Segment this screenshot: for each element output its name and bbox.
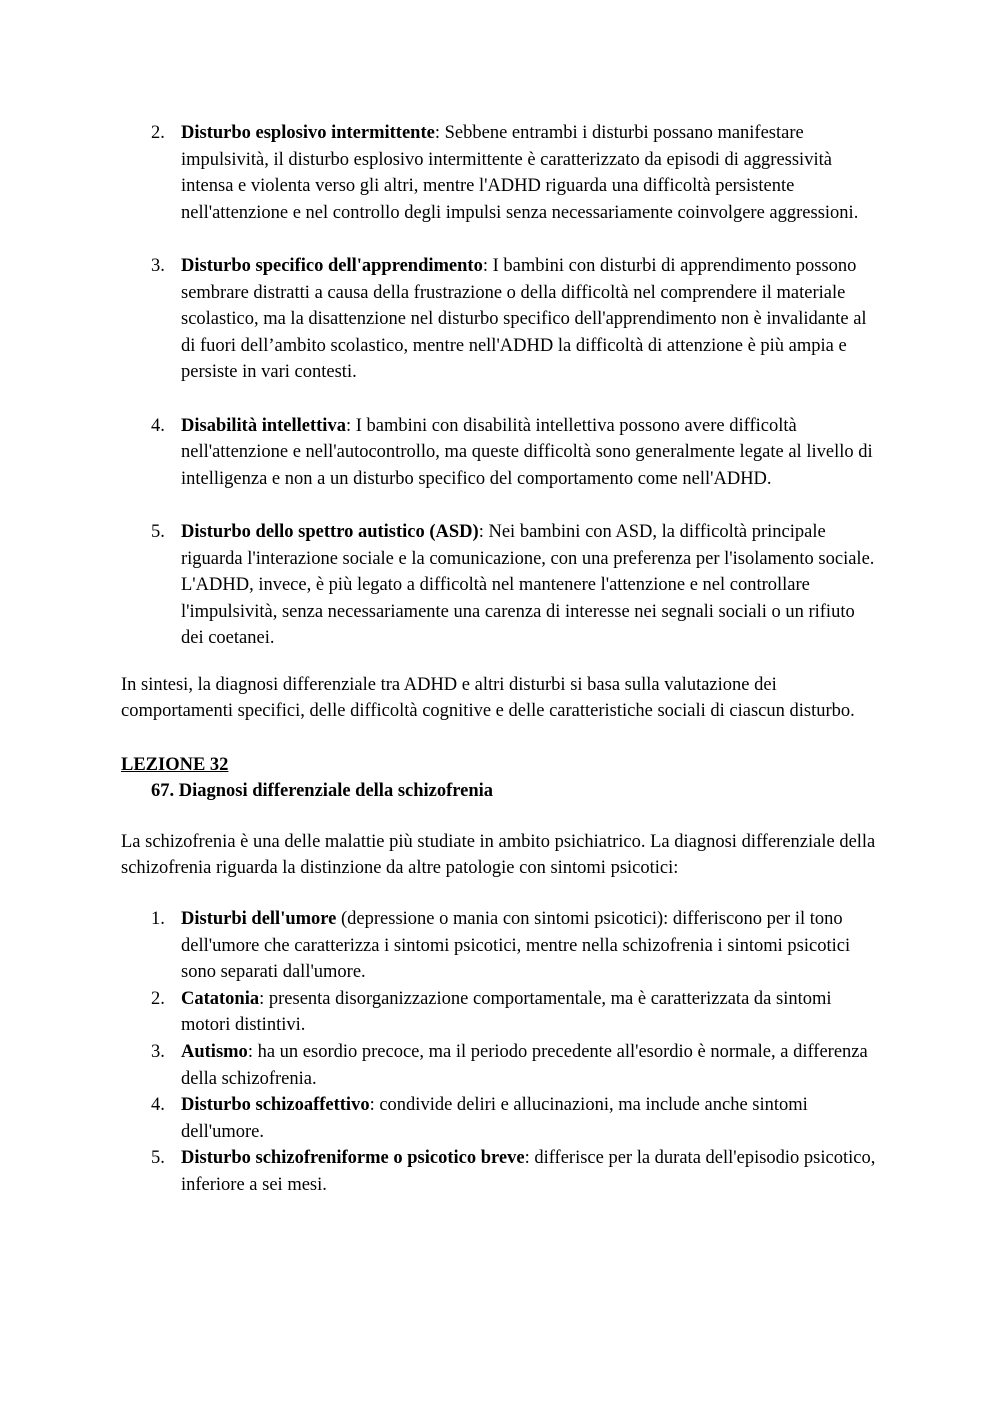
list-item-text: (depressione o mania con sintomi psicotici): differiscono per il tono dell'umore che caratterizza i sintomi psicotici, mentre nella schizofrenia i sintomi psicotici sono separati dall'umore. [181,909,851,983]
list-item [121,413,881,493]
list-item [121,906,881,986]
document-page [121,120,881,1199]
list-item-term: Disturbo schizofreniforme o psicotico breve [181,1148,525,1169]
list-item [121,986,881,1039]
list-item-term: Disturbo schizoaffettivo [181,1095,370,1116]
list-item-term: Disturbi dell'umore [181,909,337,930]
list-item-number: 3. [151,1042,165,1062]
list-item-term: Disabilità intellettiva [181,415,346,436]
list-item-number: 2. [151,123,165,143]
list-item [121,253,881,386]
list-item-text: : ha un esordio precoce, ma il periodo precedente all'esordio è normale, a differenza della schizofrenia. [181,1042,868,1089]
intro-paragraph: La schizofrenia è una delle malattie più studiate in ambito psichiatrico. La diagnosi differenziale della schizofrenia riguarda la distinzione da altre patologie con sintomi psicotici: [121,831,876,879]
list-item-text: : presenta disorganizzazione comportamentale, ma è caratterizzata da sintomi motori distintivi. [181,988,832,1036]
list-item-term: Disturbo dello spettro autistico (ASD) [181,521,479,542]
list-item-text: : differisce per la durata dell'episodio psicotico, inferiore a sei mesi. [181,1148,876,1195]
list-item-number: 2. [151,988,165,1009]
differential-diagnosis-adhd-list [121,120,881,652]
list-item [121,120,881,226]
list-item [121,1145,881,1198]
list-item-term: Disturbo specifico dell'apprendimento [181,255,483,276]
list-item-number: 4. [151,415,165,436]
section-heading: 67. Diagnosi differenziale della schizofrenia [151,781,494,802]
list-item-text: : I bambini con disturbi di apprendimento possono sembrare distratti a causa della frustrazione o della difficoltà nel comprendere il materiale scolastico, ma la disattenzione nel disturbo specifico dell'apprendimento non è invalidante al di fuori dell’ambito scolastico, mentre nell'ADHD la difficoltà di attenzione è più ampia e persiste in vari contesti. [181,255,867,383]
list-item-text: : Nei bambini con ASD, la difficoltà principale riguarda l'interazione sociale e la comunicazione, con una preferenza per l'isolamento sociale. L'ADHD, invece, è più legato a difficoltà nel mantenere l'attenzione e nel controllare l'impulsività, senza necessariamente una carenza di interesse nei segnali sociali o un rifiuto dei coetanei. [181,521,875,649]
list-item-term: Disturbo esplosivo intermittente [181,123,435,143]
list-item-number: 5. [151,1148,165,1169]
list-item [121,519,881,652]
list-item-term: Catatonia [181,988,260,1009]
list-item-text: : I bambini con disabilità intellettiva possono avere difficoltà nell'attenzione e nell'autocontrollo, ma queste difficoltà sono generalmente legate al livello di intelligenza e non a un disturbo specifico del comportamento come nell'ADHD. [181,415,873,489]
list-item [121,1092,881,1145]
list-item-number: 4. [151,1095,165,1116]
list-item-number: 3. [151,255,165,276]
list-item-text: : Sebbene entrambi i disturbi possano manifestare impulsività, il disturbo esplosivo intermittente è caratterizzato da episodi di aggressività intensa e violenta verso gli altri, mentre l'ADHD riguarda una difficoltà persistente nell'attenzione e nel controllo degli impulsi senza necessariamente coinvolgere aggressioni. [181,123,859,223]
lesson-heading: LEZIONE 32 [121,754,229,775]
summary-paragraph: In sintesi, la diagnosi differenziale tra ADHD e altri disturbi si basa sulla valutazione dei comportamenti specifici, delle difficoltà cognitive e delle caratteristiche sociali di ciascun disturbo. [121,674,855,722]
differential-diagnosis-schizophrenia-list [121,906,881,1199]
list-item [121,1039,881,1092]
list-item-text: : condivide deliri e allucinazioni, ma include anche sintomi dell'umore. [181,1095,808,1142]
list-item-number: 1. [151,909,165,930]
list-item-number: 5. [151,521,165,542]
list-item-term: Autismo [181,1042,248,1062]
